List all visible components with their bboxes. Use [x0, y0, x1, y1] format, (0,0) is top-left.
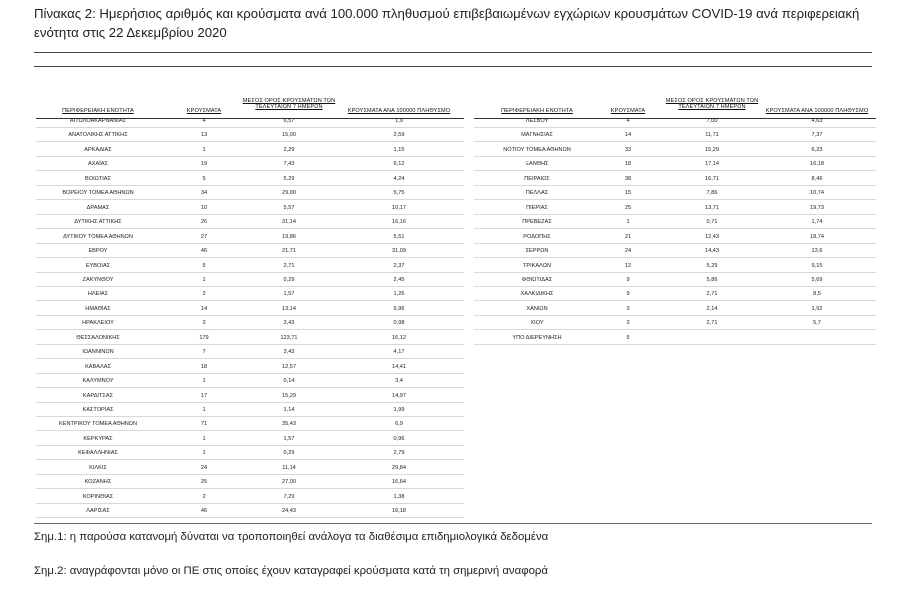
avg7-cell: 29,00: [282, 190, 296, 197]
per100k-cell: 16,16: [392, 219, 406, 226]
table-title: Πίνακας 2: Ημερήσιος αριθμός και κρούσματα ανά 100.000 πληθυσμού επιβεβαιωμένων εγχώριων κρουσμάτων COVID-19 ανά περιφερειακή ενότητα στις 22 Δεκεμβρίου 2020: [34, 6, 860, 40]
avg7-cell: 0,71: [706, 219, 718, 226]
table-row: [36, 172, 464, 186]
per100k-cell: 1,15: [393, 146, 405, 153]
right-header-cases: ΚΡΟΥΣΜΑΤΑ: [610, 108, 646, 114]
region-cell: ΗΛΕΙΑΣ: [87, 291, 109, 298]
per100k-cell: 10,17: [392, 204, 406, 211]
per100k-cell: 14,97: [392, 392, 406, 399]
cases-cell: 18: [624, 161, 632, 168]
table-row: [36, 475, 464, 489]
cases-cell: 3: [202, 320, 206, 327]
per100k-cell: 2,59: [393, 132, 405, 139]
right-header-region: ΠΕΡΙΦΕΡΕΙΑΚΗ ΕΝΟΤΗΤΑ: [501, 108, 573, 114]
table-row: [36, 490, 464, 504]
region-cell: ΚΕΦΑΛΛΗΝΙΑΣ: [78, 450, 118, 457]
per100k-cell: 5,75: [393, 190, 405, 197]
per100k-cell: 9,96: [393, 305, 405, 312]
cases-cell: 9: [626, 276, 630, 283]
avg7-cell: 12,43: [705, 233, 719, 240]
table-bottom-rule: [34, 523, 872, 524]
avg7-cell: 1,57: [283, 435, 295, 442]
per100k-cell: 1,99: [393, 407, 405, 413]
title-rule-top: [34, 52, 872, 53]
avg7-cell: 2,71: [706, 320, 718, 327]
region-cell: ΛΑΡΙΣΑΣ: [86, 508, 110, 515]
region-cell: ΚΑΣΤΟΡΙΑΣ: [82, 407, 114, 413]
table-row: [36, 273, 464, 287]
avg7-cell: 3,43: [283, 349, 295, 356]
left-header-per100k: ΚΡΟΥΣΜΑΤΑ ΑΝΑ 100000 ΠΛΗΘΥΣΜΟ: [347, 108, 451, 114]
cases-cell: 13: [200, 132, 208, 139]
per100k-cell: 2,37: [393, 262, 405, 269]
cases-cell: 1: [202, 435, 206, 442]
region-cell: ΗΜΑΘΙΑΣ: [85, 305, 111, 312]
avg7-cell: 3,43: [283, 320, 295, 327]
cases-cell: 27: [200, 233, 208, 240]
region-cell: ΠΡΕΒΕΖΑΣ: [522, 219, 552, 226]
per100k-cell: 5,51: [393, 233, 405, 240]
table-row: [36, 259, 464, 273]
region-cell: ΛΕΣΒΟΥ: [525, 118, 549, 124]
region-cell: ΚΑΒΑΛΑΣ: [85, 363, 111, 370]
region-cell: ΚΟΖΑΝΗΣ: [84, 479, 112, 486]
avg7-cell: 15,29: [705, 146, 719, 153]
region-cell: ΚΕΝΤΡΙΚΟΥ ΤΟΜΕΑ ΑΘΗΝΩΝ: [58, 421, 137, 428]
table-row: [474, 259, 876, 273]
region-cell: ΠΙΕΡΙΑΣ: [526, 204, 548, 211]
cases-cell: 46: [200, 508, 208, 515]
region-cell: ΧΑΝΙΩΝ: [526, 305, 548, 312]
table-row: [474, 157, 876, 171]
cases-cell: 2: [202, 291, 206, 298]
region-cell: ΠΕΙΡΑΙΩΣ: [524, 175, 550, 182]
row-divider: [474, 344, 876, 345]
table-row: [36, 128, 464, 142]
table-row: [36, 157, 464, 171]
per100k-cell: 16,18: [392, 508, 406, 515]
cases-cell: 7: [202, 349, 206, 356]
per100k-cell: 3,4: [395, 378, 403, 385]
region-cell: ΠΕΛΛΑΣ: [525, 190, 549, 197]
region-cell: ΙΩΑΝΝΙΝΩΝ: [82, 349, 114, 356]
avg7-cell: 11,14: [282, 464, 296, 471]
table-row: [36, 345, 464, 359]
cases-cell: 1: [202, 378, 206, 385]
table-row: [474, 302, 876, 316]
per100k-cell: 1,26: [393, 291, 405, 298]
right-header-per100k: ΚΡΟΥΣΜΑΤΑ ΑΝΑ 100000 ΠΛΗΘΥΣΜΟ: [765, 108, 869, 114]
region-cell: ΔΥΤΙΚΗΣ ΑΤΤΙΚΗΣ: [74, 219, 122, 226]
per100k-cell: 16,18: [810, 161, 824, 168]
region-cell: ΞΑΝΘΗΣ: [525, 161, 549, 168]
table-row: [36, 374, 464, 388]
table-row: [474, 273, 876, 287]
avg7-cell: 24,43: [282, 508, 296, 515]
avg7-cell: 5,86: [706, 276, 718, 283]
avg7-cell: 2,71: [706, 291, 718, 298]
per100k-cell: 4,63: [811, 118, 823, 124]
cases-cell: 21: [624, 233, 632, 240]
avg7-cell: 35,43: [282, 421, 296, 428]
cases-cell: 1: [202, 407, 206, 413]
table-row: [36, 114, 464, 128]
per100k-cell: 8,46: [811, 175, 823, 182]
cases-cell: 1: [202, 450, 206, 457]
table-row: [474, 215, 876, 229]
avg7-cell: 14,43: [705, 248, 719, 255]
region-cell: ΖΑΚΥΝΘΟΥ: [82, 276, 114, 283]
cases-cell: 3: [626, 305, 630, 312]
table-row: [474, 244, 876, 258]
right-header-avg7: ΜΕΣΟΣ ΟΡΟΣ ΚΡΟΥΣΜΑΤΩΝ ΤΩΝ ΤΕΛΕΥΤΑΙΩΝ 7 ΗΜΕΡΩΝ: [665, 98, 759, 110]
cases-cell: 19: [200, 161, 208, 168]
cases-cell: 4: [202, 118, 206, 124]
region-cell: ΦΘΙΩΤΙΔΑΣ: [521, 276, 553, 283]
table-row: [474, 186, 876, 200]
table-row: [36, 417, 464, 431]
per100k-cell: 16,64: [392, 479, 406, 486]
row-divider: [36, 517, 464, 518]
per100k-cell: 2,45: [393, 276, 405, 283]
per100k-cell: 14,41: [392, 363, 406, 370]
region-cell: ΚΕΡΚΥΡΑΣ: [83, 435, 113, 442]
table-row: [36, 186, 464, 200]
cases-cell: 4: [626, 118, 630, 124]
region-cell: ΔΡΑΜΑΣ: [86, 204, 110, 211]
cases-cell: 18: [200, 363, 208, 370]
table-row: [36, 504, 464, 518]
avg7-cell: 19,86: [282, 233, 296, 240]
cases-cell: 26: [200, 219, 208, 226]
cases-cell: 14: [200, 305, 208, 312]
cases-cell: 14: [624, 132, 632, 139]
avg7-cell: 2,14: [706, 305, 718, 312]
table-row: [474, 114, 876, 128]
avg7-cell: 13,14: [282, 305, 296, 312]
avg7-cell: 0,29: [283, 276, 295, 283]
region-cell: ΡΟΔΟΠΗΣ: [523, 233, 551, 240]
region-cell: ΚΑΡΔΙΤΣΑΣ: [82, 392, 114, 399]
per100k-cell: 1,92: [811, 305, 823, 312]
avg7-cell: 5,57: [283, 204, 295, 211]
left-header-cases: ΚΡΟΥΣΜΑΤΑ: [186, 108, 222, 114]
avg7-cell: 2,29: [283, 146, 295, 153]
table-row: [474, 172, 876, 186]
avg7-cell: 15,00: [282, 132, 296, 139]
avg7-cell: 11,71: [705, 132, 719, 139]
avg7-cell: 16,71: [705, 175, 719, 182]
cases-cell: 179: [199, 334, 209, 341]
table-row: [36, 389, 464, 403]
cases-cell: 12: [624, 262, 632, 269]
per100k-cell: 19,73: [810, 204, 824, 211]
per100k-cell: 1,38: [393, 493, 405, 500]
note-1: Σημ.1: η παρούσα κατανομή δύναται να τροποποιηθεί ανάλογα τα διαθέσιμα επιδημιολογικά δεδομένα: [34, 531, 549, 543]
region-cell: ΚΟΡΙΝΘΙΑΣ: [82, 493, 114, 500]
cases-cell: 2: [202, 493, 206, 500]
avg7-cell: 0,14: [283, 378, 295, 385]
table-row: [36, 143, 464, 157]
region-cell: ΗΡΑΚΛΕΙΟΥ: [82, 320, 114, 327]
avg7-cell: 12,57: [282, 363, 296, 370]
cases-cell: 25: [200, 479, 208, 486]
per100k-cell: 6,23: [811, 146, 823, 153]
cases-cell: 3: [626, 320, 630, 327]
table-row: [36, 432, 464, 446]
cases-cell: 34: [200, 190, 208, 197]
region-cell: ΤΡΙΚΑΛΩΝ: [522, 262, 552, 269]
table-row: [36, 446, 464, 460]
cases-cell: 1: [202, 276, 206, 283]
region-cell: ΧΙΟΥ: [530, 320, 544, 327]
cases-cell: 24: [200, 464, 208, 471]
avg7-cell: 15,29: [282, 392, 296, 399]
region-cell: ΚΑΛΥΜΝΟΥ: [82, 378, 114, 385]
region-cell: ΕΥΒΟΙΑΣ: [85, 262, 111, 269]
table-row: [36, 215, 464, 229]
per100k-cell: 4,24: [393, 175, 405, 182]
per100k-cell: 4,17: [393, 349, 405, 356]
avg7-cell: 2,71: [283, 262, 295, 269]
per100k-cell: 13,6: [811, 248, 823, 255]
cases-cell: 46: [200, 248, 208, 255]
per100k-cell: 0,98: [393, 320, 405, 327]
region-cell: ΥΠΟ ΔΙΕΡΕΥΝΗΣΗ: [512, 334, 562, 341]
cases-cell: 71: [200, 421, 208, 428]
cases-cell: 38: [624, 175, 632, 182]
per100k-cell: 7,37: [811, 132, 823, 139]
per100k-cell: 10,74: [810, 190, 824, 197]
title-rule-bottom: [34, 66, 872, 67]
cases-cell: 9: [626, 291, 630, 298]
region-cell: ΣΕΡΡΩΝ: [525, 248, 549, 255]
region-cell: ΒΟΙΩΤΙΑΣ: [85, 175, 111, 182]
per100k-cell: 0,96: [393, 435, 405, 442]
avg7-cell: 7,00: [706, 118, 718, 124]
table-row: [36, 331, 464, 345]
per100k-cell: 5,69: [811, 276, 823, 283]
avg7-cell: 13,71: [705, 204, 719, 211]
table-row: [36, 302, 464, 316]
region-cell: ΔΥΤΙΚΟΥ ΤΟΜΕΑ ΑΘΗΝΩΝ: [63, 233, 133, 240]
per100k-cell: 2,79: [393, 450, 405, 457]
avg7-cell: 27,00: [282, 479, 296, 486]
per100k-cell: 6,12: [393, 161, 405, 168]
region-cell: ΑΡΚΑΔΙΑΣ: [84, 146, 112, 153]
left-header-region: ΠΕΡΙΦΕΡΕΙΑΚΗ ΕΝΟΤΗΤΑ: [62, 108, 134, 114]
per100k-cell: 5,7: [813, 320, 821, 327]
per100k-cell: 16,12: [392, 334, 406, 341]
region-cell: ΜΑΓΝΗΣΙΑΣ: [521, 132, 553, 139]
avg7-cell: 17,14: [705, 161, 719, 168]
avg7-cell: 5,29: [706, 262, 718, 269]
per100k-cell: 29,84: [392, 464, 406, 471]
avg7-cell: 21,71: [282, 248, 296, 255]
avg7-cell: 7,29: [283, 493, 295, 500]
per100k-cell: 1,74: [811, 219, 823, 226]
table-row: [474, 143, 876, 157]
per100k-cell: 18,74: [810, 233, 824, 240]
cases-cell: 33: [624, 146, 632, 153]
region-cell: ΚΙΛΚΙΣ: [89, 464, 107, 471]
avg7-cell: 31,14: [282, 219, 296, 226]
region-cell: ΕΒΡΟΥ: [88, 248, 108, 255]
table-row: [474, 316, 876, 330]
per100k-cell: 9,15: [811, 262, 823, 269]
per100k-cell: 8,5: [813, 291, 821, 298]
table-row: [474, 128, 876, 142]
cases-cell: 5: [202, 262, 206, 269]
table-row: [36, 201, 464, 215]
region-cell: ΘΕΣΣΑΛΟΝΙΚΗΣ: [76, 334, 120, 341]
cases-cell: 1: [626, 219, 630, 226]
table-row: [36, 360, 464, 374]
avg7-cell: 7,43: [283, 161, 295, 168]
region-cell: ΑΧΑΪΑΣ: [88, 161, 108, 168]
table-row: [36, 403, 464, 417]
avg7-cell: 5,29: [283, 175, 295, 182]
left-header-avg7: ΜΕΣΟΣ ΟΡΟΣ ΚΡΟΥΣΜΑΤΩΝ ΤΩΝ ΤΕΛΕΥΤΑΙΩΝ 7 ΗΜΕΡΩΝ: [242, 98, 336, 110]
table-row: [36, 316, 464, 330]
table-row: [36, 244, 464, 258]
note-2: Σημ.2: αναγράφονται μόνο οι ΠΕ στις οποίες έχουν καταγραφεί κρούσματα κατά τη σημερινή αναφορά: [34, 565, 548, 577]
table-row: [474, 230, 876, 244]
per100k-cell: 1,9: [395, 118, 403, 124]
cases-cell: 5: [202, 175, 206, 182]
table-row: [36, 287, 464, 301]
avg7-cell: 0,29: [283, 450, 295, 457]
cases-cell: 15: [624, 190, 632, 197]
cases-cell: 10: [200, 204, 208, 211]
table-row: [474, 287, 876, 301]
table-row: [36, 230, 464, 244]
avg7-cell: 1,57: [283, 291, 295, 298]
region-cell: ΑΝΑΤΟΛΙΚΗΣ ΑΤΤΙΚΗΣ: [68, 132, 128, 139]
cases-cell: 17: [200, 392, 208, 399]
cases-cell: 5: [626, 334, 630, 341]
cases-cell: 24: [624, 248, 632, 255]
region-cell: ΝΟΤΙΟΥ ΤΟΜΕΑ ΑΘΗΝΩΝ: [503, 146, 571, 153]
avg7-cell: 123,71: [280, 334, 298, 341]
cases-cell: 1: [202, 146, 206, 153]
avg7-cell: 1,14: [283, 407, 295, 413]
per100k-cell: 31,09: [392, 248, 406, 255]
table-row: [474, 331, 876, 345]
avg7-cell: 6,57: [283, 118, 295, 124]
region-cell: ΑΙΤΩΛΟΑΚΑΡΝΑΝΙΑΣ: [69, 118, 127, 124]
region-cell: ΒΟΡΕΙΟΥ ΤΟΜΕΑ ΑΘΗΝΩΝ: [62, 190, 134, 197]
table-row: [36, 461, 464, 475]
cases-cell: 25: [624, 204, 632, 211]
table-row: [474, 201, 876, 215]
region-cell: ΧΑΛΚΙΔΙΚΗΣ: [520, 291, 554, 298]
per100k-cell: 6,9: [395, 421, 403, 428]
avg7-cell: 7,86: [706, 190, 718, 197]
